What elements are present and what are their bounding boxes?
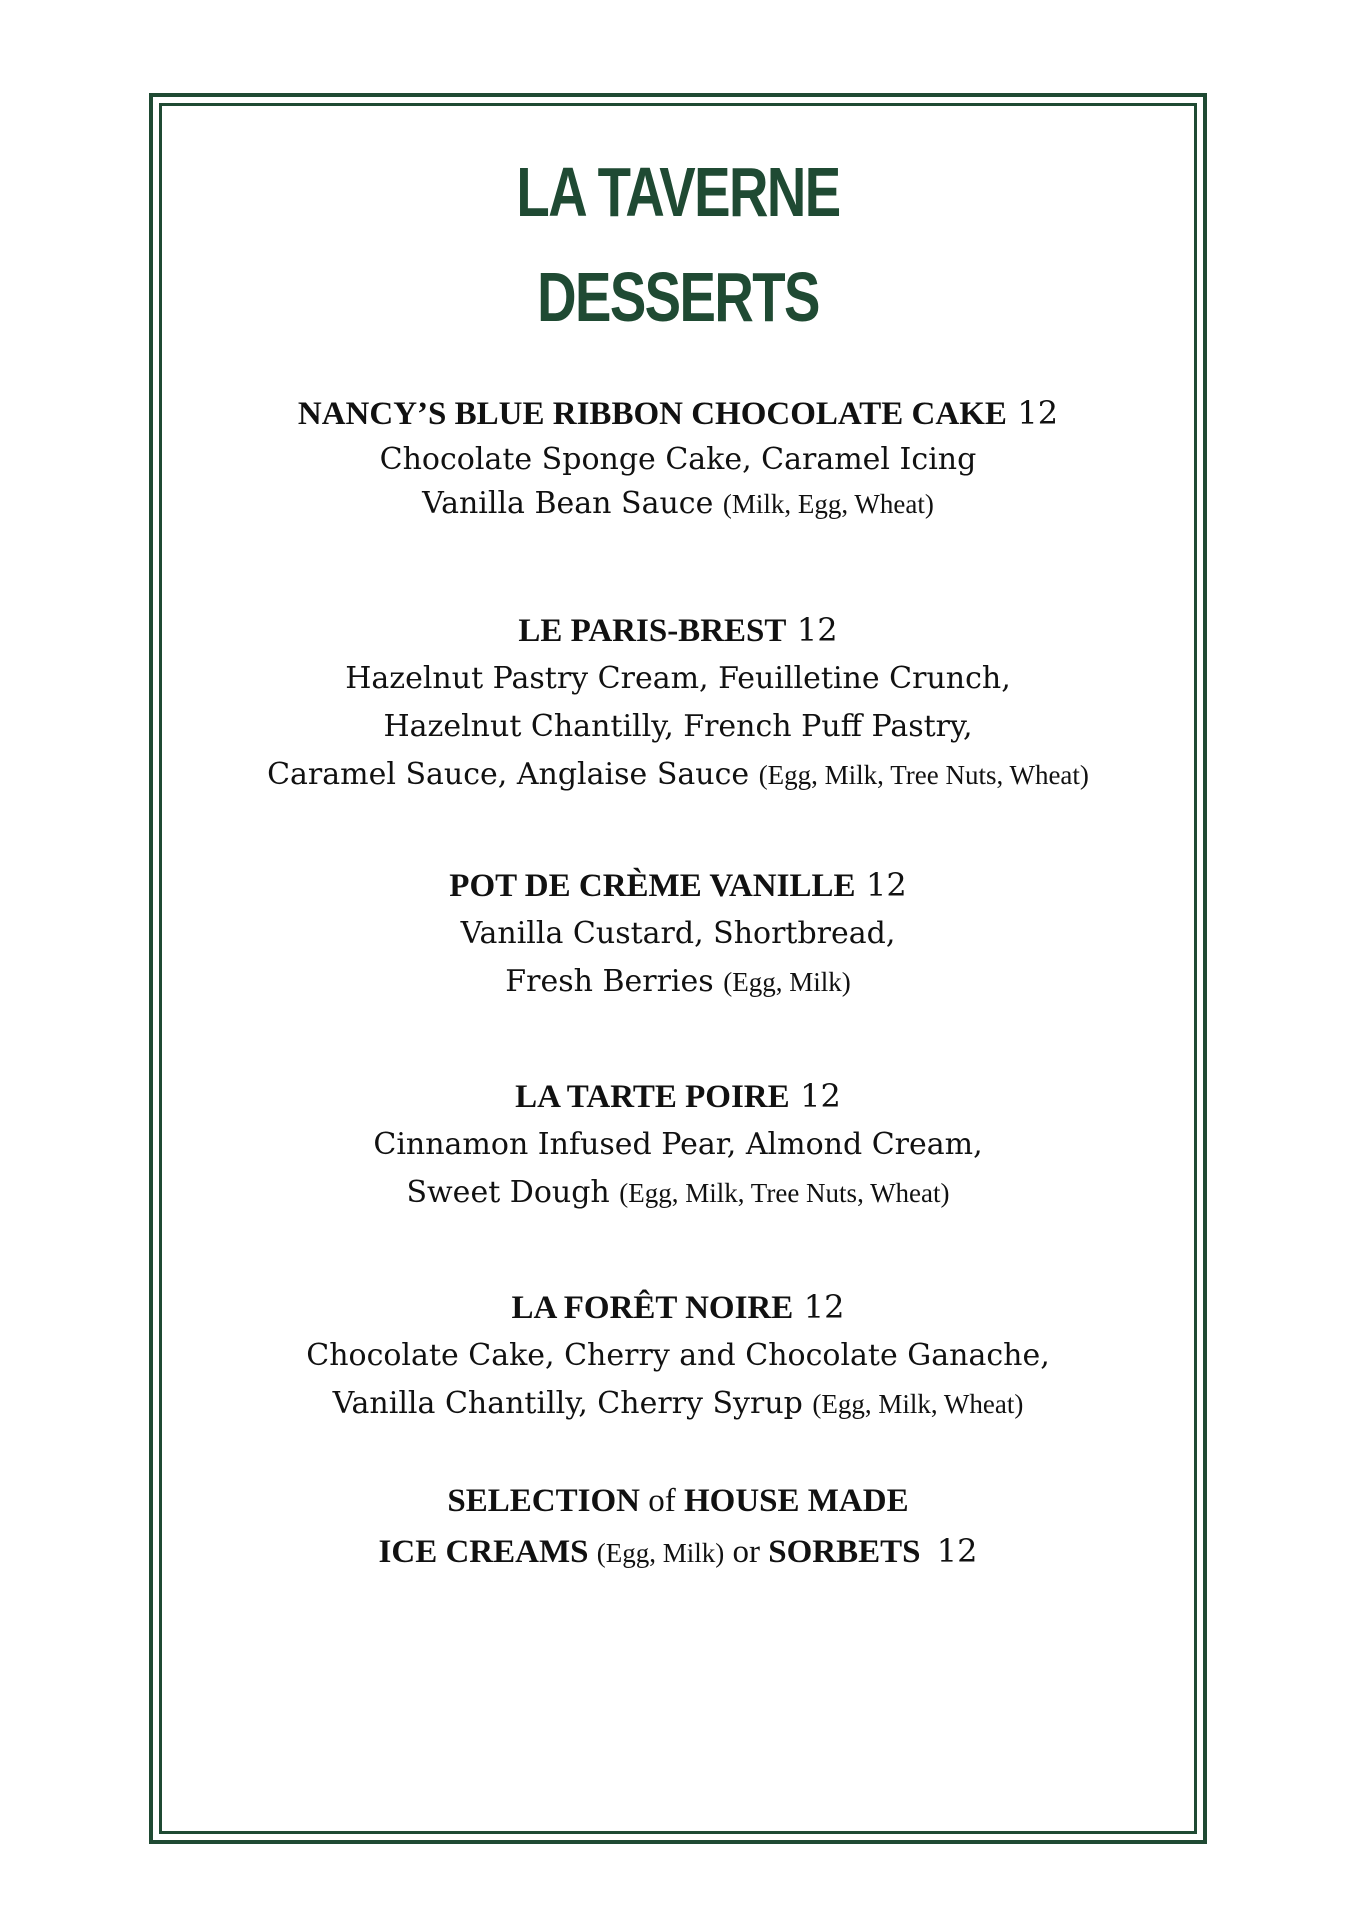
menu-item	[159, 1072, 1197, 1217]
menu-item-heading	[159, 861, 1197, 910]
menu-item-name: LE PARIS-BREST	[518, 613, 787, 649]
menu-item-desc	[159, 958, 1197, 1006]
selection-word: of	[648, 1483, 676, 1519]
menu-item-desc	[159, 751, 1197, 799]
selection-allergens: (Egg, Milk)	[596, 1538, 725, 1568]
selection-word: ICE CREAMS	[378, 1534, 589, 1570]
menu-item-desc-text: Fresh Berries	[505, 964, 714, 999]
selection-word: or	[732, 1534, 760, 1570]
menu-item-heading	[159, 1072, 1197, 1121]
menu-item-allergens: (Milk, Egg, Wheat)	[722, 489, 934, 519]
menu-item	[159, 606, 1197, 799]
menu-item	[159, 861, 1197, 1006]
menu-item-allergens: (Egg, Milk, Tree Nuts, Wheat)	[758, 760, 1089, 790]
title-line-2: DESSERTS	[537, 258, 819, 336]
menu-item-desc-text: Vanilla Chantilly, Cherry Syrup	[332, 1386, 803, 1421]
menu-item-desc: Cinnamon Infused Pear, Almond Cream,	[373, 1127, 983, 1162]
selection-price: 12	[936, 1532, 978, 1570]
selection-word: HOUSE MADE	[683, 1483, 909, 1519]
menu-item-desc: Chocolate Sponge Cake, Caramel Icing	[379, 442, 977, 477]
menu-item-desc-text: Sweet Dough	[406, 1175, 610, 1210]
menu-item-heading	[159, 1283, 1197, 1332]
title-line-1: LA TAVERNE	[516, 153, 840, 231]
menu-item-heading	[159, 606, 1197, 655]
menu-item-desc: Vanilla Custard, Shortbread,	[460, 916, 896, 951]
menu-item-desc: Chocolate Cake, Cherry and Chocolate Ganache,	[306, 1338, 1050, 1373]
menu-item-price: 12	[800, 1077, 841, 1115]
menu-item-allergens: (Egg, Milk, Tree Nuts, Wheat)	[619, 1178, 950, 1208]
menu-item-desc	[159, 1380, 1197, 1428]
menu-item-desc-text: Caramel Sauce, Anglaise Sauce	[267, 757, 750, 792]
selection-line-2	[159, 1526, 1197, 1578]
menu-item-name: POT DE CRÈME VANILLE	[449, 868, 856, 904]
selection-line-1	[159, 1476, 1197, 1526]
selection-word: SELECTION	[447, 1483, 640, 1519]
menu-item-price: 12	[796, 611, 838, 649]
menu-title	[273, 140, 1083, 350]
selection-word: SORBETS	[768, 1534, 921, 1570]
menu-item	[159, 1283, 1197, 1428]
menu-item-desc: Hazelnut Pastry Cream, Feuilletine Crunch,	[345, 661, 1011, 696]
menu-item-desc	[159, 482, 1197, 526]
menu-item-name: NANCY’S BLUE RIBBON CHOCOLATE CAKE	[297, 396, 1007, 432]
menu-item-desc-text: Vanilla Bean Sauce	[422, 486, 714, 521]
menu-item-allergens: (Egg, Milk)	[723, 967, 851, 997]
menu-item-desc	[159, 1169, 1197, 1217]
menu-item-price: 12	[1017, 394, 1059, 432]
menu-content	[159, 103, 1197, 1578]
menu-item-heading	[159, 389, 1197, 438]
menu-item-name: LA FORÊT NOIRE	[511, 1290, 794, 1326]
menu-item-price: 12	[865, 866, 907, 904]
selection-item	[159, 1476, 1197, 1578]
menu-item	[159, 389, 1197, 526]
menu-item-price: 12	[803, 1288, 845, 1326]
menu-item-allergens: (Egg, Milk, Wheat)	[812, 1389, 1024, 1419]
menu-item-name: LA TARTE POIRE	[515, 1079, 790, 1115]
menu-item-desc: Hazelnut Chantilly, French Puff Pastry,	[383, 709, 973, 744]
